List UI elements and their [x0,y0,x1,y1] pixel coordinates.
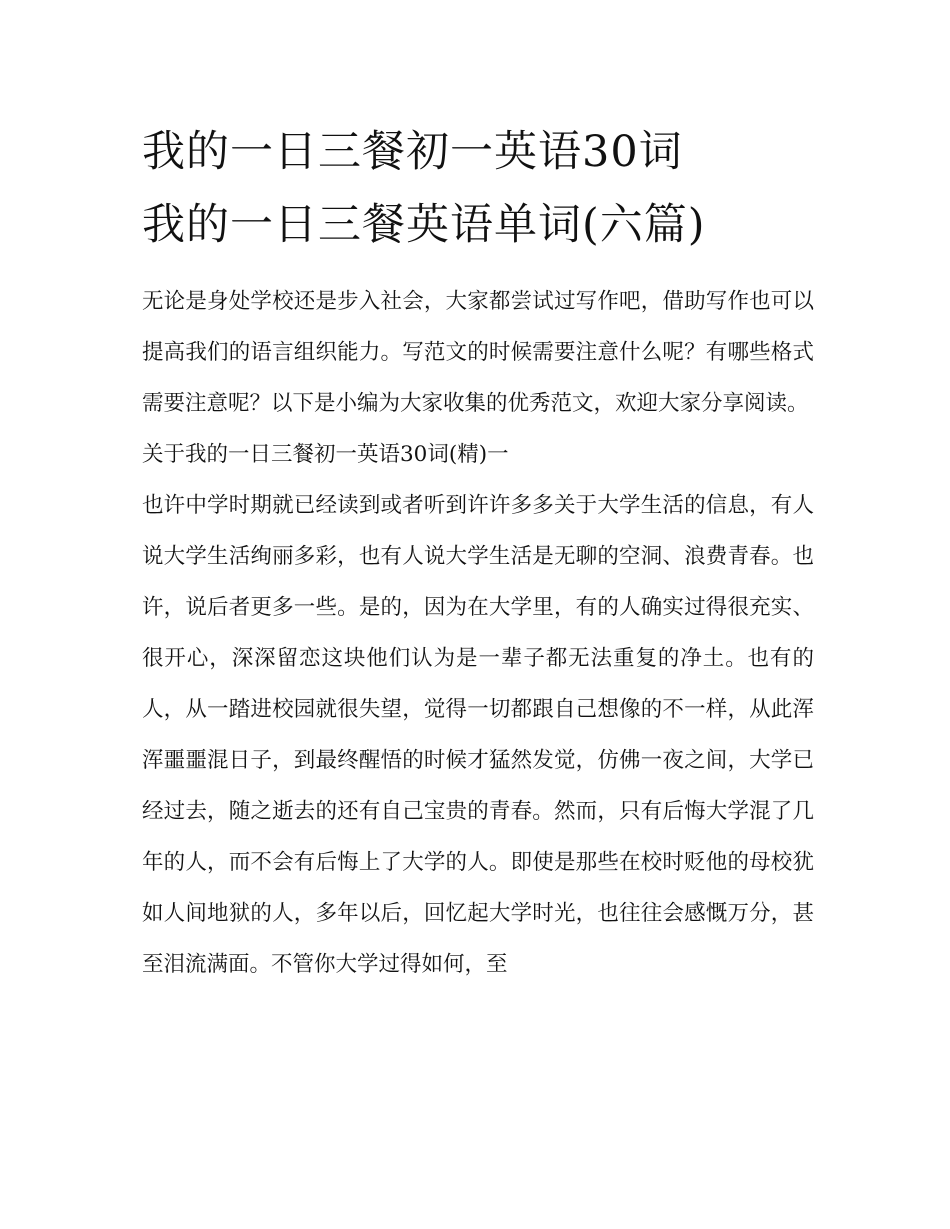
document-title [142,116,814,262]
body-paragraph: 也许中学时期就已经读到或者听到许许多多关于大学生活的信息，有人说大学生活绚丽多彩，也有人说大学生活是无聊的空洞、浪费青春。也许，说后者更多一些。是的，因为在大学里，有的人确实过得很充实、很开心，深深留恋这块他们认为是一辈子都无法重复的净土。也有的人，从一踏进校园就很失望，觉得一切都跟自己想像的不一样，从此浑浑噩噩混日子，到最终醒悟的时候才猛然发觉，仿佛一夜之间，大学已经过去，随之逝去的还有自己宝贵的青春。然而，只有后悔大学混了几年的人，而不会有后悔上了大学的人。即使是那些在校时贬他的母校犹如人间地狱的人，多年以后，回忆起大学时光，也往往会感慨万分，甚至泪流满面。不管你大学过得如何，至 [142,493,814,977]
section-heading: 关于我的一日三餐初一英语30词(精)一 [142,442,509,467]
title-line-1: 我的一日三餐初一英语30词 [142,127,683,177]
intro-paragraph: 无论是身处学校还是步入社会，大家都尝试过写作吧，借助写作也可以提高我们的语言组织能力。写范文的时候需要注意什么呢？有哪些格式需要注意呢？以下是小编为大家收集的优秀范文，欢迎大家分享阅读。 [142,289,814,416]
document-content [142,116,814,990]
title-line-2: 我的一日三餐英语单词(六篇) [142,200,706,250]
